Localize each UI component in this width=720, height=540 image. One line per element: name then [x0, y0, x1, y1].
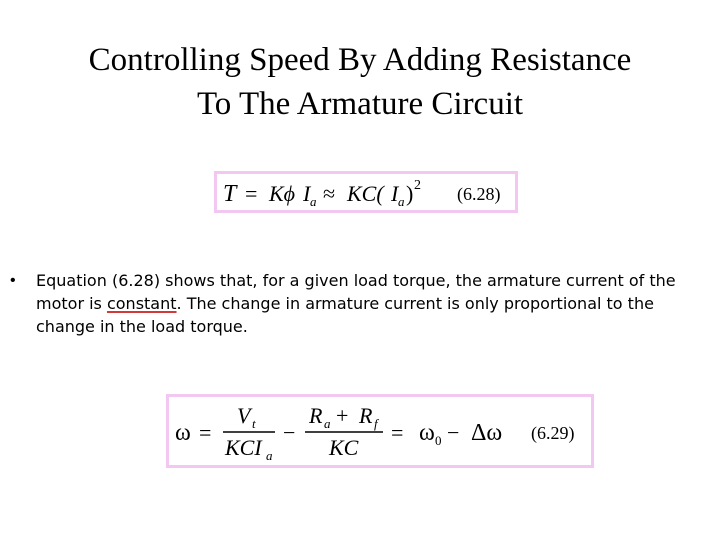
bullet-marker: • [10, 272, 16, 289]
eq2-num1-sub-t: t [252, 416, 256, 431]
eq1-kphi: Kϕ [269, 181, 296, 206]
bullet-highlight-constant: constant [106, 294, 177, 313]
eq2-number: (6.29) [531, 423, 575, 443]
eq1-approx: ≈ [323, 181, 336, 206]
bullet-text-before: Equation (6.28) shows that, for a given load torque, the armature current of the motor is [36, 271, 676, 313]
equation-6-28-box [214, 171, 518, 213]
eq2-omega0-sub: 0 [435, 433, 442, 448]
eq1-sub-a2: a [398, 194, 405, 209]
eq2-minus-2: − [447, 420, 460, 445]
eq2-num2-sub-a: a [324, 416, 331, 431]
eq2-num2-plus: + [336, 403, 349, 428]
bullet-text-after: . The change in armature current is only proportional to the change in the load torque. [36, 294, 654, 336]
eq2-den1: KCI [225, 435, 262, 460]
eq1-kc: KC( [347, 181, 384, 206]
eq2-num1-V: V [237, 403, 251, 428]
eq2-equals: = [199, 420, 212, 445]
eq2-den2: KC [329, 435, 359, 460]
eq1-equals: = [245, 181, 258, 206]
bullet-text [36, 269, 701, 338]
title-line-1: Controlling Speed By Adding Resistance [88, 42, 632, 78]
eq2-num2-R: R [309, 403, 323, 428]
eq1-number: (6.28) [457, 184, 501, 204]
eq2-den1-sub-a: a [266, 448, 273, 463]
eq1-squared: 2 [414, 178, 421, 193]
eq2-equals-2: = [391, 420, 404, 445]
eq2-omega: ω [175, 420, 191, 446]
eq2-minus: − [283, 420, 296, 445]
eq1-close-paren: ) [406, 181, 414, 206]
eq2-delta-omega: Δω [471, 420, 503, 446]
slide-title [0, 38, 720, 126]
eq2-omega0: ω [419, 420, 435, 446]
eq1-T: T [223, 181, 237, 207]
equation-6-29-box [166, 394, 594, 468]
title-line-2: To The Armature Circuit [196, 86, 524, 122]
eq1-I: I [303, 181, 311, 206]
eq2-num2-R2: R [359, 403, 373, 428]
equation-6-28 [217, 174, 515, 210]
eq2-num2-sub-f: f [374, 416, 378, 431]
eq1-sub-a: a [310, 194, 317, 209]
equation-6-29 [169, 397, 591, 465]
eq1-I2: I [391, 181, 399, 206]
